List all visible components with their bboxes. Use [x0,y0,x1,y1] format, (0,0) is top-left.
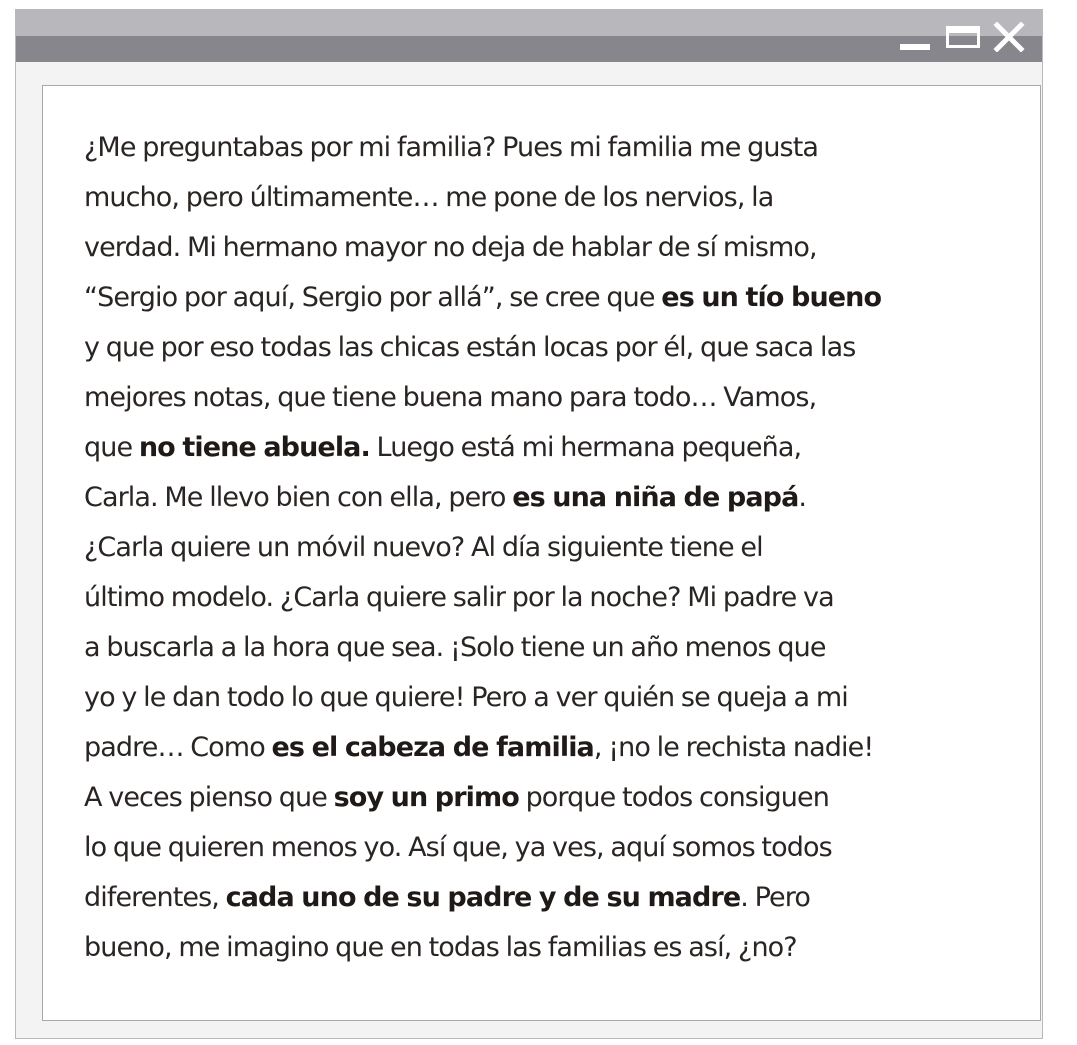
window-controls [886,20,1030,54]
text-line: padre… Como es el cabeza de familia, ¡no le rechista nadie! [84,732,874,763]
minimize-icon [900,44,930,50]
highlight-phrase: es el cabeza de familia [271,732,594,763]
text-line: A veces pienso que soy un primo porque todos consiguen [84,782,829,813]
body-text [84,123,1014,973]
text-line: bueno, me imagino que en todas las familias es así, ¿no? [84,932,797,963]
highlight-phrase: es una niña de papá [512,482,799,513]
highlight-phrase: soy un primo [333,782,519,813]
text-line: último modelo. ¿Carla quiere salir por la noche? Mi padre va [84,582,834,613]
text-line: a buscarla a la hora que sea. ¡Solo tiene un año menos que [84,632,826,663]
highlight-phrase: no tiene abuela. [138,432,370,463]
text-line: “Sergio por aquí, Sergio por allá”, se cree que es un tío bueno [84,282,882,313]
close-icon [992,22,1026,52]
text-line: diferentes, cada uno de su padre y de su madre. Pero [84,882,810,913]
close-button[interactable] [990,20,1030,54]
text-line: Carla. Me llevo bien con ella, pero es una niña de papá. [84,482,807,513]
highlight-phrase: es un tío bueno [661,282,882,313]
text-line: yo y le dan todo lo que quiere! Pero a ver quién se queja a mi [84,682,848,713]
text-line: que no tiene abuela. Luego está mi hermana pequeña, [84,432,802,463]
text-line: verdad. Mi hermano mayor no deja de hablar de sí mismo, [84,232,817,263]
text-panel [42,85,1041,1021]
maximize-button[interactable] [942,20,982,54]
text-line: lo que quieren menos yo. Así que, ya ves, aquí somos todos [84,832,832,863]
text-line: mucho, pero últimamente… me pone de los nervios, la [84,182,774,213]
app-window [15,9,1043,1039]
minimize-button[interactable] [894,20,934,54]
text-line: mejores notas, que tiene buena mano para todo… Vamos, [84,382,817,413]
title-bar[interactable] [16,10,1042,62]
text-line: ¿Carla quiere un móvil nuevo? Al día siguiente tiene el [84,532,763,563]
maximize-icon [946,26,980,48]
text-line: ¿Me preguntabas por mi familia? Pues mi familia me gusta [84,132,819,163]
text-line: y que por eso todas las chicas están locas por él, que saca las [84,332,856,363]
highlight-phrase: cada uno de su padre y de su madre [225,882,741,913]
